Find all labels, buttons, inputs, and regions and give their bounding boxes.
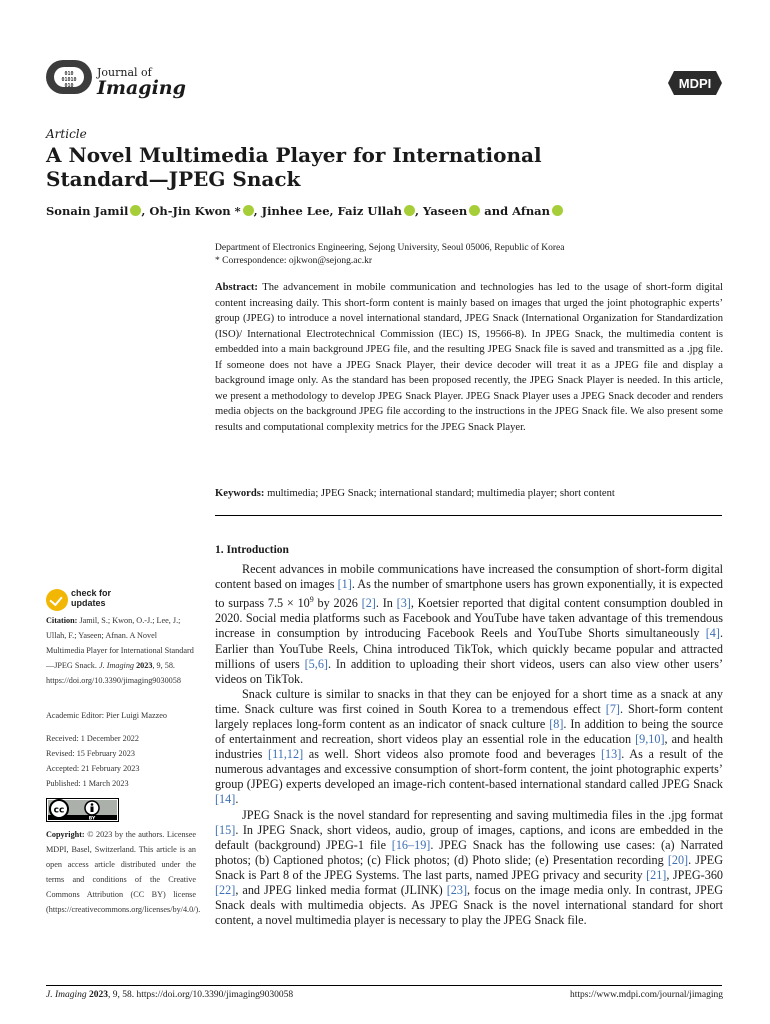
title-line-1: A Novel Multimedia Player for International	[46, 143, 542, 167]
keywords-label: Keywords:	[215, 488, 265, 499]
reference-link[interactable]: [9,10]	[635, 732, 665, 747]
footer-journal: J. Imaging	[46, 990, 87, 1000]
reference-link[interactable]: [22]	[215, 883, 236, 898]
paragraph: Recent advances in mobile communications have increased the consumption of short-form digital content based on images [1]. As the number of smartphone users has grown exponentially, it is expected to surpass $7.5 \times 10^9$ by 2026 [2]. In [3], Koetsier reported that digital content consumption doubled in 2020. Social media platforms such as Facebook and YouTube have taken advantage of this tremendous increase in consumption by introducing Facebook Reels and YouTube Shorts simultaneously [4]. Earlier than YouTube Reels, China introduced TikTok, which quickly became popular and attracted millions of users [5,6]. In addition to uploading their short videos, users can also view other users’ videos on TikTok.	[215, 562, 724, 686]
author-list	[46, 204, 563, 218]
reference-link[interactable]: [2]	[361, 596, 376, 611]
dates-block	[46, 731, 196, 791]
affiliation: Department of Electronics Engineering, Sejong University, Seoul 05006, Republic of Korea	[215, 243, 565, 253]
author-name[interactable]: and Afnan	[484, 204, 550, 218]
citation-block	[46, 613, 196, 688]
author-name[interactable]: Sonain Jamil	[46, 204, 129, 218]
check-updates-line-1: check for	[71, 588, 112, 598]
received-date: Received: 1 December 2022	[46, 734, 139, 743]
orcid-icon[interactable]	[552, 205, 563, 216]
reference-link[interactable]: [13]	[600, 747, 622, 762]
check-for-updates-icon[interactable]	[46, 589, 68, 611]
journal-of-label: Journal of	[97, 66, 152, 79]
footer-year: 2023	[89, 990, 109, 1000]
reference-link[interactable]: [16–19]	[391, 837, 431, 852]
author-name[interactable]: Yaseen	[423, 204, 468, 218]
affiliation-block	[215, 242, 564, 268]
accepted-date: Accepted: 21 February 2023	[46, 764, 140, 773]
author-name[interactable]: Oh-Jin Kwon *	[149, 204, 241, 218]
abstract	[215, 280, 723, 435]
paragraph: JPEG Snack is the novel standard for representing and saving multimedia files in the .jpg format [15]. In JPEG Snack, short videos, audio, group of images, captions, and icons are embedded in the default (background) JPEG-1 file [16–19]. JPEG Snack has the following use cases: (a) Narrated photos; (b) Captioned photos; (c) Flick photos; (d) Photo slide; (e) Presentation recording [20]. JPEG Snack is Part 8 of the JPEG Systems. The last parts, named JPEG privacy and security [21], JPEG-360 [22], and JPEG linked media format (JLINK) [23], focus on the image media only. In contrast, JPEG Snack deals with multimedia objects. As JPEG Snack is the novel international standard for short content, a novel multimedia player is necessary to play the JPEG Snack file.	[215, 807, 724, 928]
mdpi-logo[interactable]	[668, 71, 722, 95]
citation-text: Jamil, S.; Kwon, O.-J.; Lee, J.; Ullah, F.; Yaseen; Afnan. A Novel Multimedia Player for International Standard—JPEG Snack.	[46, 616, 194, 670]
check-updates-line-2: updates	[71, 598, 106, 608]
article-type-label: Article	[46, 127, 87, 141]
reference-link[interactable]: [23]	[446, 883, 468, 898]
footer-citation	[46, 990, 293, 1000]
citation-label: Citation:	[46, 616, 78, 625]
reference-link[interactable]: [21]	[646, 867, 667, 882]
author-separator: ,	[141, 204, 150, 218]
correspondence: * Correspondence: ojkwon@sejong.ac.kr	[215, 256, 373, 266]
journal-name: Imaging	[97, 77, 186, 99]
published-date: Published: 1 March 2023	[46, 779, 129, 788]
keywords-text: multimedia; JPEG Snack; international standard; multimedia player; short content	[267, 488, 615, 499]
cc-text: cc	[53, 805, 65, 816]
journal-logo-text: 010 01010 010	[61, 71, 77, 89]
paragraph: Snack culture is similar to snacks in that they can be enjoyed for a short time as a snack at any time. Snack culture was first coined in South Korea to a tremendous effect [7]. Short-form content largely replaces long-form content as an indicator of snack culture [8]. In addition to being the source of entertainment and recreation, short videos play an essential role in the education [9,10], and health industries [11,12] as well. Short videos also promote food and beverages [13]. As a result of the numerous advantages and excessive consumption of short-form content, the joint photographic experts’ group (JPEG) experts developed an image-rich content-based international standard called JPEG Snack [14].	[215, 686, 723, 807]
reference-link[interactable]: [3]	[396, 596, 411, 611]
orcid-icon[interactable]	[243, 205, 254, 216]
reference-link[interactable]: [7]	[605, 701, 620, 716]
journal-logo	[46, 60, 92, 94]
check-for-updates-label[interactable]	[71, 588, 111, 608]
author-separator: ,	[415, 204, 424, 218]
reference-link[interactable]: [8]	[549, 717, 564, 731]
citation-doi[interactable]: , 9, 58. https://doi.org/10.3390/jimaging9030058	[46, 661, 181, 685]
title-line-2: Standard—JPEG Snack	[46, 167, 301, 191]
article-title	[46, 143, 566, 191]
reference-link[interactable]: [1]	[337, 577, 352, 592]
reference-link[interactable]: [11,12]	[268, 747, 304, 762]
footer-journal-url[interactable]: https://www.mdpi.com/journal/jimaging	[570, 990, 723, 1000]
citation-year: 2023	[136, 661, 153, 670]
reference-link[interactable]: [5,6]	[304, 656, 328, 671]
author-name[interactable]: Jinhee Lee, Faiz Ullah	[261, 204, 403, 218]
superscript: 9	[309, 595, 314, 605]
mdpi-logo-text: MDPI	[678, 76, 712, 91]
introduction-body	[215, 562, 723, 928]
abstract-label: Abstract:	[215, 282, 258, 293]
cc-by-license-icon[interactable]	[46, 798, 119, 822]
reference-link[interactable]: [4]	[705, 626, 720, 641]
footer-divider	[46, 985, 722, 986]
citation-journal: J. Imaging	[99, 661, 135, 670]
revised-date: Revised: 15 February 2023	[46, 749, 135, 758]
orcid-icon[interactable]	[404, 205, 415, 216]
by-text: BY	[88, 816, 96, 822]
keywords	[215, 486, 723, 501]
reference-link[interactable]: [15]	[215, 822, 236, 837]
divider	[215, 515, 722, 516]
orcid-icon[interactable]	[130, 205, 141, 216]
copyright-label: Copyright:	[46, 830, 85, 839]
copyright-block	[46, 827, 201, 917]
abstract-text: The advancement in mobile communication and technologies has led to the usage of short-form digital content increasing daily. This short-form content is mainly based on images that urged the joint photographic experts’ group (JPEG) to introduce a novel international standard, JPEG Snack (International Organization for Standardization (ISO)/ International Electrotechnical Commission (IEC) IS, 19566-8). In JPEG Snack, the multimedia content is embedded into a main background JPEG file, and the resulting JPEG Snack file is saved and transmitted as a .jpg file. If someone does not have a JPEG Snack Player, their device decoder will treat it as a JPEG file and display a background image only. As the standard has been proposed recently, the JPEG Snack Player is needed. In this article, we present a methodology to develop JPEG Snack Player. JPEG Snack Player uses a JPEG Snack decoder and renders media objects on the background JPEG file according to the instructions in the JPEG Snack file. We also present some results and computational complexity metrics for the JPEG Snack Player.	[215, 282, 723, 433]
reference-link[interactable]: [20]	[667, 852, 689, 867]
reference-link[interactable]: [14]	[215, 792, 236, 807]
section-heading: 1. Introduction	[215, 544, 289, 556]
footer-doi[interactable]: , 9, 58. https://doi.org/10.3390/jimaging9030058	[108, 990, 294, 1000]
orcid-icon[interactable]	[469, 205, 480, 216]
author-separator: ,	[253, 204, 262, 218]
copyright-text: © 2023 by the authors. Licensee MDPI, Basel, Switzerland. This article is an open access article distributed under the terms and conditions of the Creative Commons Attribution (CC BY) license (https://creativecommons.org/licenses/by/4.0/).	[46, 830, 201, 914]
academic-editor: Academic Editor: Pier Luigi Mazzeo	[46, 711, 167, 720]
